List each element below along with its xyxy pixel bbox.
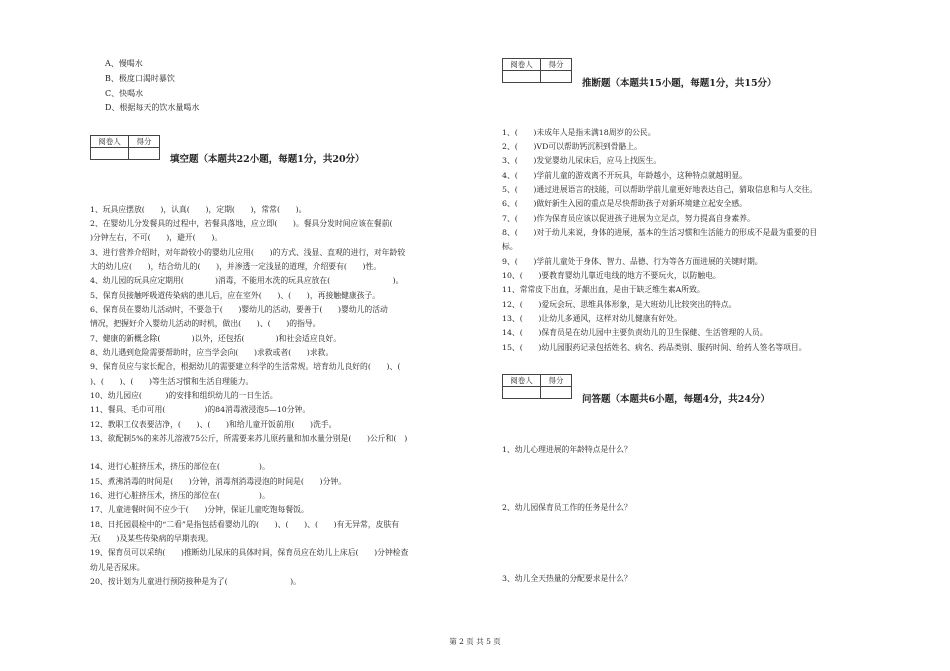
judge-line: 15、( )幼儿园服药记录包括姓名、病名、药品类别、服药时间、给药人签名等项目。: [502, 343, 807, 352]
question-line: 5、保育员接触呼吸道传染病的患儿后，应在室外( )、( )，再接触健康孩子。: [90, 291, 381, 300]
qa-question: 2、幼儿园保育员工作的任务是什么？: [502, 503, 632, 512]
judge-line: 10、( )要教育婴幼儿靠近电线的地方不要玩火，以防触电。: [502, 271, 721, 280]
judge-line: 2、( )VD可以帮助钙沉积到骨骼上。: [502, 142, 642, 151]
judge-line: 5、( )通过进展语言的技能，可以帮助学前儿童更好地表达自己，猜取信息和与人交往。: [502, 185, 818, 194]
grader-label: 阅卷人: [503, 59, 541, 71]
judge-line: 3、( )发觉婴幼儿尿床后，应马上找医生。: [502, 156, 662, 165]
page-footer: 第 2 页 共 5 页: [449, 637, 501, 646]
qa-section-title: 问答题（本题共6小题，每题4分，共24分）: [582, 394, 770, 405]
score-cell: [541, 71, 572, 83]
judge-line: 14、( )保育员是在幼儿园中主要负责幼儿的卫生保健、生活管理的人员。: [502, 328, 768, 337]
score-cell: [129, 148, 160, 160]
option-b: B、极度口渴时暴饮: [105, 74, 175, 83]
judge-line: 11、常常皮下出血，牙龈出血，是由于缺乏维生素A所致。: [502, 285, 705, 294]
judge-line: 7、( )作为保育员应该以促进孩子进展为立足点，努力提高自身素养。: [502, 214, 755, 223]
judge-line: 13、( )让幼儿多通风，这样对幼儿健康有好处。: [502, 314, 682, 323]
judge-line: 12、( )爱玩会玩、思维具体形象，是大班幼儿比较突出的特点。: [502, 300, 737, 309]
qa-question: 1、幼儿心理进展的年龄特点是什么？: [502, 445, 632, 454]
qa-question: 3、幼儿全天热量的分配要求是什么？: [502, 574, 632, 583]
question-line: 6、保育员在婴幼儿活动时，不要急于( )婴幼儿的活动，要善于( )婴幼儿的活动: [90, 305, 388, 314]
question-line: 19、保育员可以采纳( )推断幼儿尿床的具体时间，保育员应在幼儿上床后( )分钟检查: [90, 548, 409, 557]
grader-label: 阅卷人: [503, 375, 541, 387]
judge-line: 4、( )学前儿童的游戏离不开玩具，年龄越小，这种特点就越明显。: [502, 171, 747, 180]
judge-line: 6、( )做好新生入园的重点是尽快帮助孩子对新环境建立起安全感。: [502, 199, 747, 208]
question-line: 3、进行营养介绍时，对年龄较小的婴幼儿应用( )的方式、浅显、直观的进行，对年龄较: [90, 248, 406, 257]
question-line: 无( )及某些传染病的早期表现。: [90, 534, 214, 543]
judge-line: 标。: [502, 242, 518, 251]
fill-section-title: 填空题（本题共22小题，每题1分，共20分）: [170, 154, 365, 165]
grader-cell: [503, 71, 541, 83]
question-line: 7、健康的新概念除( )以外，还包括( )和社会适应良好。: [90, 334, 342, 343]
question-line: )、( )、( )等生活习惯和生活自理能力。: [90, 377, 254, 386]
question-line: 13、欲配制5%的来苏儿溶液75公斤，所需要来苏儿原药量和加水量分别是( )公斤和( ): [90, 434, 408, 443]
question-line: )分钟左右，不可( )，避开( )。: [90, 233, 223, 242]
question-line: 14、进行心脏挤压术，挤压的部位在( )。: [90, 462, 270, 471]
grader-cell: [503, 387, 541, 399]
judge-line: 1、( )未成年人是指未满18周岁的公民。: [502, 128, 656, 137]
question-line: 情况，把握好介入婴幼儿活动的时机，做出( )、( )的指导。: [90, 319, 321, 328]
grader-cell: [91, 148, 129, 160]
question-line: 4、幼儿园的玩具应定期用( )消毒，不能用水洗的玩具应放在( )。: [90, 276, 404, 285]
question-line: 20、按计划为儿童进行预防接种是为了( )。: [90, 577, 301, 586]
question-line: 1、玩具应摆放( )，认真( )，定期( )，常常( )。: [90, 205, 307, 214]
option-c: C、快喝水: [105, 89, 144, 98]
question-line: 8、幼儿遇到危险需要帮助时，应当学会向( )求救或者( )求救。: [90, 348, 334, 357]
question-line: 9、保育员应与家长配合，根据幼儿的需要建立科学的生活常规。培育幼儿良好的( )、(: [90, 362, 401, 371]
question-line: 18、日托园晨检中的“二看”是指包括看婴幼儿的( )、( )、( )有无异常，皮肤有: [90, 520, 400, 529]
grader-table: [90, 135, 160, 160]
judge-line: 9、( )学前儿童处于身体、智力、品德、行为等各方面进展的关键时期。: [502, 257, 763, 266]
score-label: 得分: [541, 375, 572, 387]
score-cell: [541, 387, 572, 399]
grader-table: [502, 58, 572, 83]
question-line: 11、餐具、毛巾可用( )的84消毒液浸泡5—10分钟。: [90, 405, 311, 414]
judge-line: 8、( )对于幼儿来说，身体的进展，基本的生活习惯和生活能力的形成不是最为重要的目: [502, 228, 818, 237]
question-line: 16、进行心脏挤压术，挤压的部位在( )。: [90, 491, 270, 500]
option-a: A、慢喝水: [105, 59, 143, 68]
option-d: D、根据每天的饮水量喝水: [105, 103, 200, 112]
question-line: 幼儿是否尿床。: [90, 563, 145, 572]
judge-section-title: 推断题（本题共15小题，每题1分，共15分）: [582, 78, 777, 89]
score-label: 得分: [541, 59, 572, 71]
score-label: 得分: [129, 136, 160, 148]
grader-table: [502, 374, 572, 399]
question-line: 2、在婴幼儿分发餐具的过程中，若餐具落地，应立即( )。餐具分发时间应该在餐前(: [90, 219, 393, 228]
question-line: 12、教职工仪表要洁净，( )、( )和给儿童开饭前用( )洗手。: [90, 420, 337, 429]
question-line: 17、儿童进餐时间不应少于( )分钟，保证儿童吃饱每餐饭。: [90, 505, 309, 514]
question-line: 15、煮沸消毒的时间是( )分钟，消毒剂消毒浸泡的时间是( )分钟。: [90, 477, 346, 486]
question-line: 大的幼儿应( )，结合幼儿的( )，并渗透一定浅显的道理，介绍要有( )性。: [90, 262, 382, 271]
question-line: 10、幼儿园应( )的安排和组织幼儿的一日生活。: [90, 391, 278, 400]
grader-label: 阅卷人: [91, 136, 129, 148]
